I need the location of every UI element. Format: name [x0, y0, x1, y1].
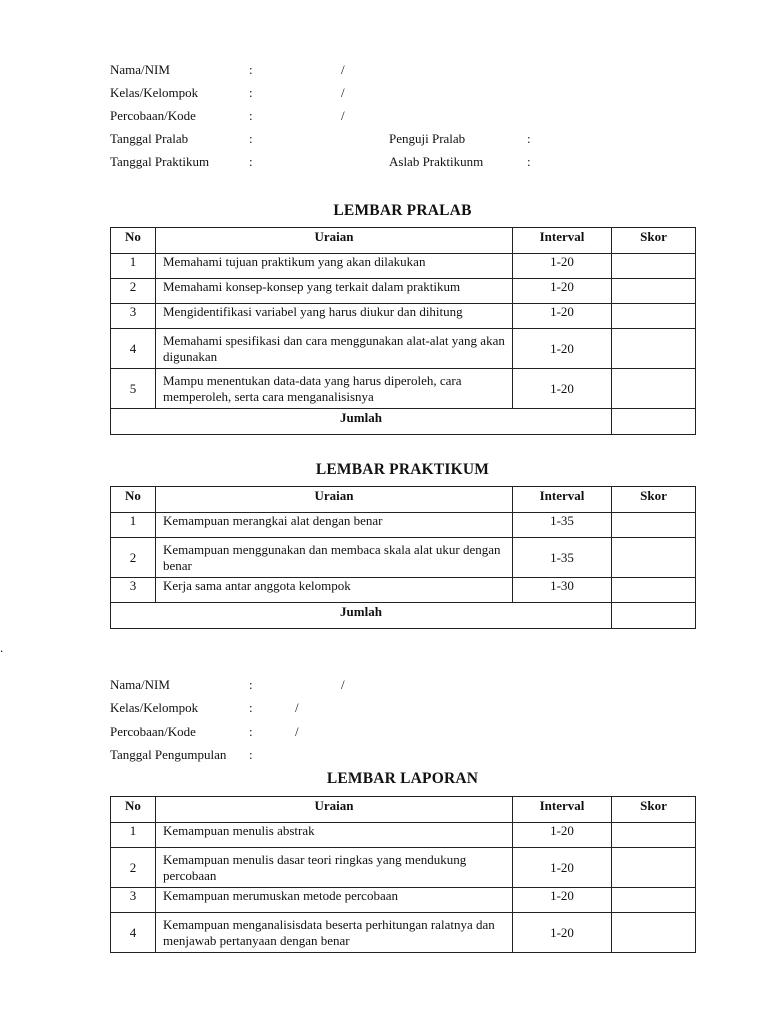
- row-interval: 1-20: [513, 279, 612, 304]
- kelas-kelompok-colon: :: [249, 85, 253, 100]
- row-interval: 1-30: [513, 578, 612, 603]
- col-interval-header: Interval: [513, 487, 612, 513]
- row-interval: 1-20: [513, 304, 612, 329]
- aslab-praktikum-colon: :: [527, 154, 531, 169]
- row-interval: 1-20: [513, 823, 612, 848]
- row-uraian: Memahami konsep-konsep yang terkait dalam praktikum: [156, 279, 513, 304]
- row-skor-cell[interactable]: [612, 513, 696, 538]
- table-row: [111, 254, 696, 279]
- col-uraian-header: Uraian: [156, 228, 513, 254]
- row-uraian: Mampu menentukan data-data yang harus diperoleh, cara memperoleh, serta cara menganalisisnya: [156, 369, 513, 409]
- nama-nim-slash: /: [341, 677, 345, 692]
- row-uraian: Kemampuan merumuskan metode percobaan: [156, 888, 513, 913]
- row-skor-cell[interactable]: [612, 538, 696, 578]
- nama-nim-label: Nama/NIM: [110, 677, 170, 692]
- penguji-pralab-colon: :: [527, 131, 531, 146]
- percobaan-kode-colon: :: [249, 108, 253, 123]
- tanggal-praktikum-label: Tanggal Praktikum: [110, 154, 210, 169]
- row-interval: 1-20: [513, 848, 612, 888]
- row-uraian: Kemampuan menulis dasar teori ringkas yang mendukung percobaan: [156, 848, 513, 888]
- praktikum-title: LEMBAR PRAKTIKUM: [315, 461, 490, 478]
- col-interval-header: Interval: [513, 228, 612, 254]
- nama-nim-colon: :: [249, 677, 253, 692]
- row-no: 2: [111, 848, 156, 888]
- row-no: 3: [111, 304, 156, 329]
- total-skor-cell[interactable]: [612, 603, 696, 629]
- total-label: Jumlah: [111, 409, 612, 435]
- table-row: [111, 823, 696, 848]
- row-no: 4: [111, 913, 156, 953]
- row-uraian: Memahami tujuan praktikum yang akan dilakukan: [156, 254, 513, 279]
- row-no: 1: [111, 254, 156, 279]
- row-no: 5: [111, 369, 156, 409]
- table-row: [111, 304, 696, 329]
- tanggal-pengumpulan-colon: :: [249, 747, 253, 762]
- tanggal-pralab-label: Tanggal Pralab: [110, 131, 189, 146]
- kelas-kelompok-slash: /: [295, 700, 299, 715]
- row-skor-cell[interactable]: [612, 254, 696, 279]
- row-uraian: Kemampuan menulis abstrak: [156, 823, 513, 848]
- kelas-kelompok-colon: :: [249, 700, 253, 715]
- col-uraian-header: Uraian: [156, 487, 513, 513]
- penguji-pralab-label: Penguji Pralab: [389, 131, 466, 146]
- tanggal-pralab-colon: :: [249, 131, 253, 146]
- col-no-header: No: [111, 228, 156, 254]
- table-row: [111, 369, 696, 409]
- row-skor-cell[interactable]: [612, 888, 696, 913]
- pralab-title: LEMBAR PRALAB: [333, 202, 472, 219]
- percobaan-kode-label: Percobaan/Kode: [110, 108, 196, 123]
- row-uraian: Mengidentifikasi variabel yang harus diukur dan dihitung: [156, 304, 513, 329]
- row-no: 1: [111, 513, 156, 538]
- stray-dot: .: [0, 640, 4, 655]
- row-interval: 1-35: [513, 513, 612, 538]
- row-interval: 1-20: [513, 369, 612, 409]
- row-skor-cell[interactable]: [612, 329, 696, 369]
- kelas-kelompok-label: Kelas/Kelompok: [110, 85, 199, 100]
- table-row: [111, 538, 696, 578]
- row-no: 3: [111, 888, 156, 913]
- percobaan-kode-label: Percobaan/Kode: [110, 724, 196, 739]
- table-row: [111, 329, 696, 369]
- percobaan-kode-slash: /: [341, 108, 345, 123]
- praktikum-table: [110, 486, 696, 629]
- row-uraian: Kerja sama antar anggota kelompok: [156, 578, 513, 603]
- row-skor-cell[interactable]: [612, 823, 696, 848]
- table-row: [111, 513, 696, 538]
- row-uraian: Memahami spesifikasi dan cara menggunakan alat-alat yang akan digunakan: [156, 329, 513, 369]
- total-row: [111, 603, 696, 629]
- kelas-kelompok-slash: /: [341, 85, 345, 100]
- row-no: 1: [111, 823, 156, 848]
- nama-nim-colon: :: [249, 62, 253, 77]
- tanggal-praktikum-colon: :: [249, 154, 253, 169]
- row-no: 3: [111, 578, 156, 603]
- row-skor-cell[interactable]: [612, 578, 696, 603]
- row-skor-cell[interactable]: [612, 279, 696, 304]
- col-uraian-header: Uraian: [156, 797, 513, 823]
- row-interval: 1-20: [513, 913, 612, 953]
- percobaan-kode-slash: /: [295, 724, 299, 739]
- row-uraian: Kemampuan merangkai alat dengan benar: [156, 513, 513, 538]
- pralab-header-row: [111, 228, 696, 254]
- laporan-table: [110, 796, 696, 953]
- table-row: [111, 888, 696, 913]
- col-skor-header: Skor: [612, 228, 696, 254]
- laporan-title: LEMBAR LAPORAN: [326, 770, 479, 787]
- praktikum-header-row: [111, 487, 696, 513]
- row-no: 2: [111, 538, 156, 578]
- row-interval: 1-20: [513, 329, 612, 369]
- col-skor-header: Skor: [612, 797, 696, 823]
- row-skor-cell[interactable]: [612, 913, 696, 953]
- table-row: [111, 578, 696, 603]
- total-label: Jumlah: [111, 603, 612, 629]
- col-no-header: No: [111, 797, 156, 823]
- row-interval: 1-20: [513, 888, 612, 913]
- table-row: [111, 848, 696, 888]
- row-uraian: Kemampuan menggunakan dan membaca skala alat ukur dengan benar: [156, 538, 513, 578]
- row-no: 4: [111, 329, 156, 369]
- col-interval-header: Interval: [513, 797, 612, 823]
- table-row: [111, 279, 696, 304]
- total-skor-cell[interactable]: [612, 409, 696, 435]
- percobaan-kode-colon: :: [249, 724, 253, 739]
- total-row: [111, 409, 696, 435]
- row-interval: 1-35: [513, 538, 612, 578]
- col-no-header: No: [111, 487, 156, 513]
- row-skor-cell[interactable]: [612, 304, 696, 329]
- nama-nim-slash: /: [341, 62, 345, 77]
- laporan-header-row: [111, 797, 696, 823]
- row-no: 2: [111, 279, 156, 304]
- nama-nim-label: Nama/NIM: [110, 62, 170, 77]
- pralab-table: [110, 227, 696, 435]
- row-interval: 1-20: [513, 254, 612, 279]
- row-uraian: Kemampuan menganalisisdata beserta perhitungan ralatnya dan menjawab pertanyaan dengan benar: [156, 913, 513, 953]
- aslab-praktikum-label: Aslab Praktikunm: [389, 154, 484, 169]
- row-skor-cell[interactable]: [612, 848, 696, 888]
- row-skor-cell[interactable]: [612, 369, 696, 409]
- table-row: [111, 913, 696, 953]
- kelas-kelompok-label: Kelas/Kelompok: [110, 700, 199, 715]
- tanggal-pengumpulan-label: Tanggal Pengumpulan: [110, 747, 227, 762]
- col-skor-header: Skor: [612, 487, 696, 513]
